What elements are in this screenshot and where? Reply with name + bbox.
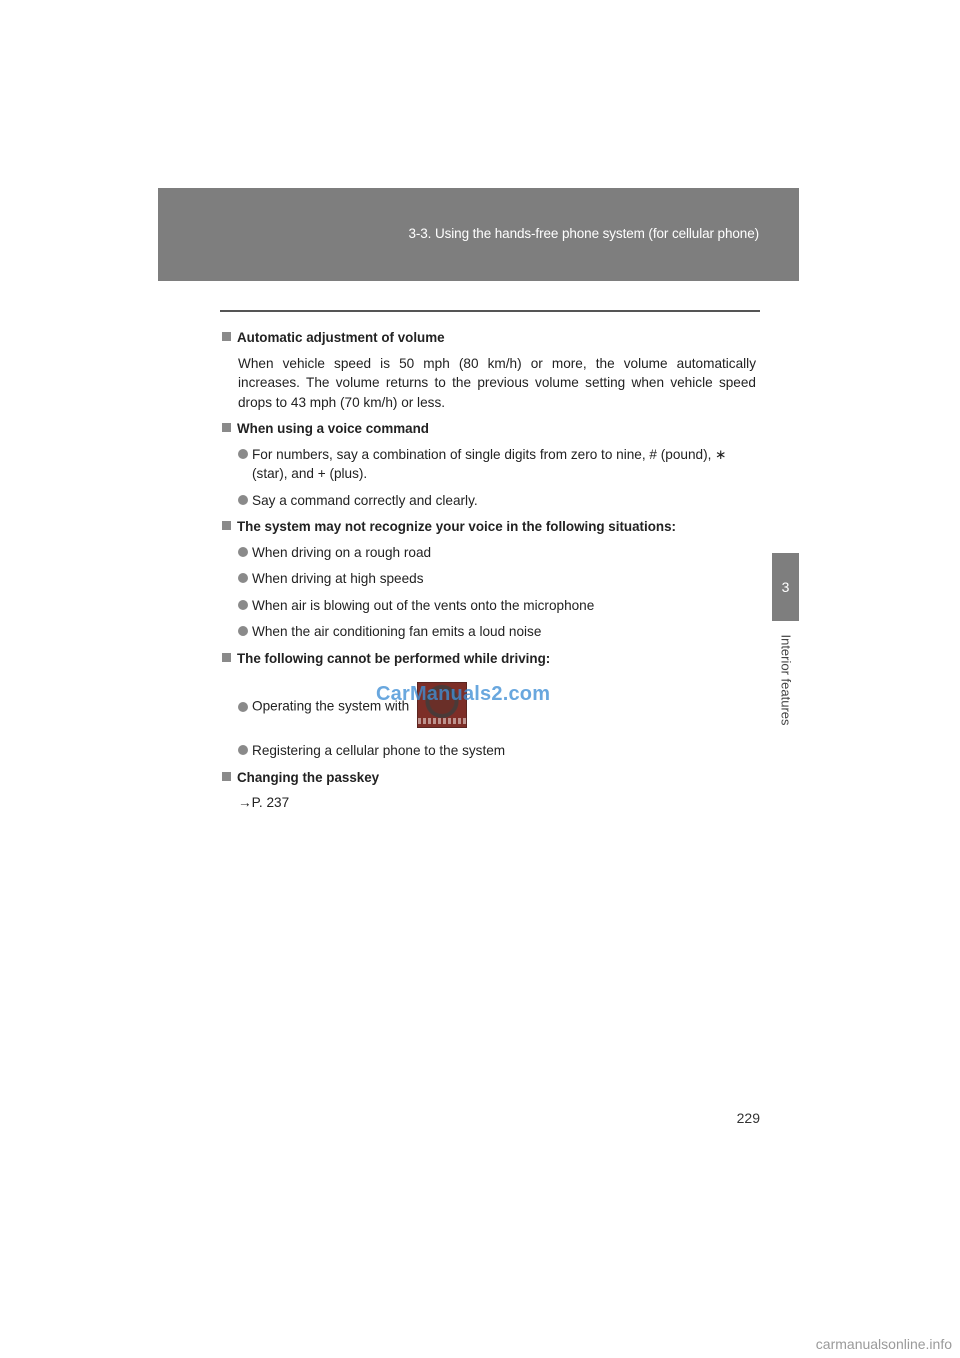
square-bullet-icon: [222, 332, 231, 341]
circle-bullet-icon: [238, 573, 248, 583]
section-heading-passkey: Changing the passkey: [222, 768, 756, 788]
list-item: When air is blowing out of the vents onto the microphone: [238, 596, 756, 616]
circle-bullet-icon: [238, 547, 248, 557]
list-item: When driving at high speeds: [238, 569, 756, 589]
volume-paragraph: When vehicle speed is 50 mph (80 km/h) or more, the volume automatically increases. The volume returns to the previous volume setting when vehicle speed drops to 43 mph (70 km/h) or less.: [238, 355, 756, 410]
circle-bullet-icon: [238, 495, 248, 505]
circle-bullet-icon: [238, 600, 248, 610]
section-heading-driving-restrictions: The following cannot be performed while driving:: [222, 649, 756, 669]
square-bullet-icon: [222, 653, 231, 662]
circle-bullet-icon: [238, 449, 248, 459]
watermark-overlay: CarManuals2.com: [376, 683, 551, 705]
circle-bullet-icon: [238, 626, 248, 636]
passkey-reference-link[interactable]: →P. 237: [238, 795, 290, 810]
circle-bullet-icon: [238, 745, 248, 755]
list-item: When driving on a rough road: [238, 543, 756, 563]
list-item: Registering a cellular phone to the system: [238, 741, 756, 761]
chapter-label: Interior features: [778, 634, 794, 726]
square-bullet-icon: [222, 772, 231, 781]
footer-watermark: carmanualsonline.info: [815, 1336, 952, 1352]
list-item: For numbers, say a combination of single digits from zero to nine, # (pound), ∗ (star), and + (plus).: [238, 445, 756, 484]
square-bullet-icon: [222, 521, 231, 530]
chapter-number: 3: [781, 579, 790, 595]
chapter-tab[interactable]: [772, 553, 799, 621]
list-item: When the air conditioning fan emits a loud noise: [238, 622, 756, 642]
list-item: Say a command correctly and clearly.: [238, 491, 756, 511]
section-heading-volume: Automatic adjustment of volume: [222, 328, 756, 348]
list-item: Operating the system with: [238, 684, 756, 730]
circle-bullet-icon: [238, 702, 248, 712]
section-title: 3-3. Using the hands-free phone system (for cellular phone): [408, 226, 759, 241]
square-bullet-icon: [222, 423, 231, 432]
divider-rule: [220, 310, 760, 312]
section-heading-voice-command: When using a voice command: [222, 419, 756, 439]
page-number: 229: [736, 1110, 760, 1126]
section-heading-recognition: The system may not recognize your voice in the following situations:: [222, 517, 756, 537]
header-band: [158, 188, 799, 281]
content: [222, 328, 756, 820]
